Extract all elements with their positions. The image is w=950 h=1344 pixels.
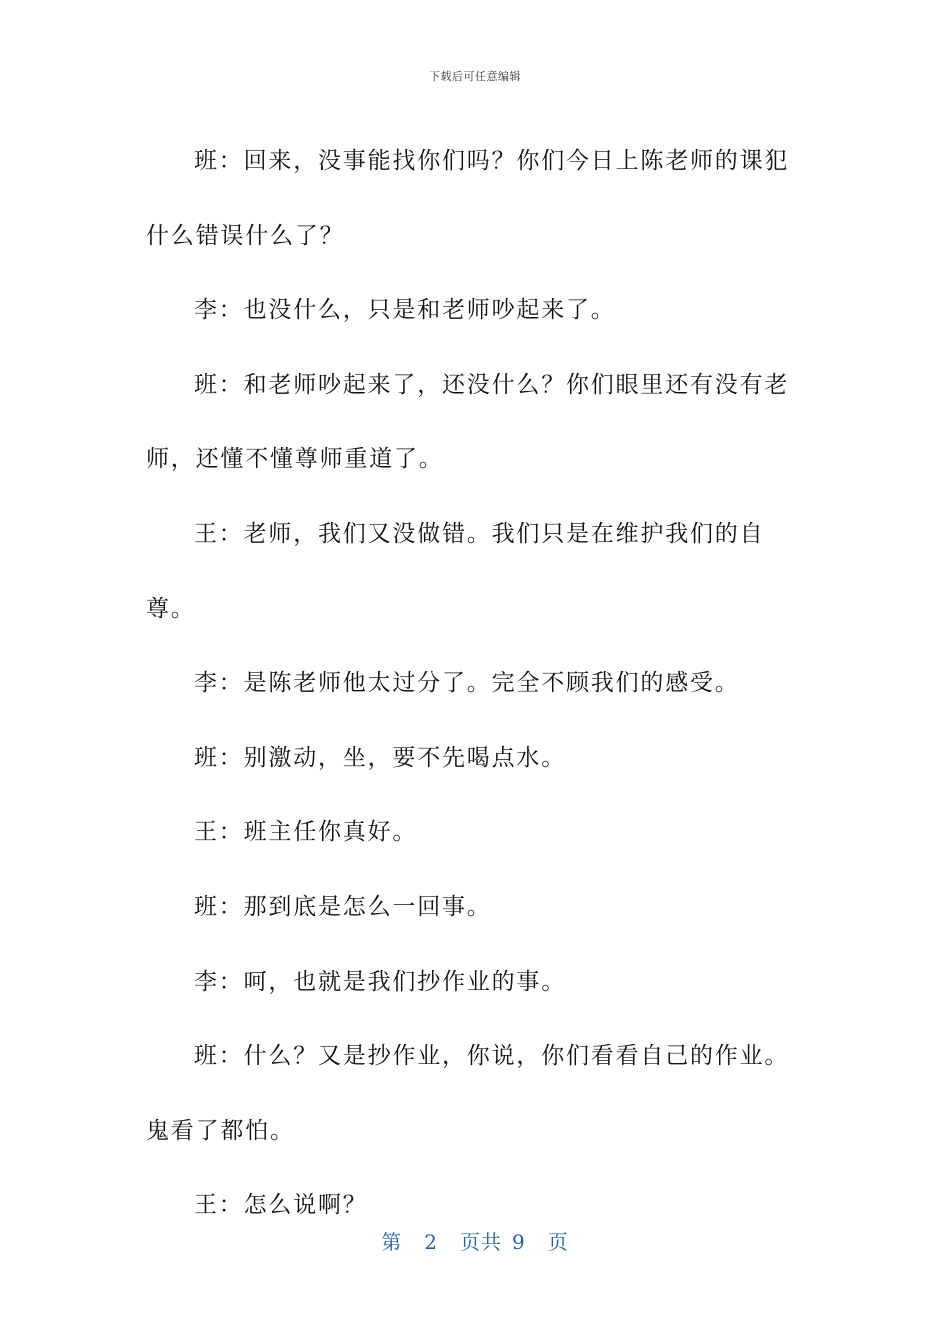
total-pages-number: 9	[512, 1230, 526, 1254]
dialogue-paragraph: 班：回来，没事能找你们吗？你们今日上陈老师的课犯什么错误什么了？	[146, 148, 790, 249]
page-number-footer	[0, 1226, 950, 1255]
page-label-mid: 页共	[460, 1230, 502, 1254]
current-page-number: 2	[424, 1230, 438, 1254]
page-label-prefix: 第	[381, 1230, 403, 1254]
dialogue-paragraph: 班：和老师吵起来了，还没什么？你们眼里还有没有老师，还懂不懂尊师重道了。	[146, 371, 790, 473]
dialogue-paragraph: 王：班主任你真好。	[194, 819, 418, 846]
dialogue-paragraph: 李：呵，也就是我们抄作业的事。	[194, 968, 566, 995]
dialogue-paragraph: 王：老师，我们又没做错。我们只是在维护我们的自尊。	[146, 520, 765, 622]
dialogue-paragraph: 班：那到底是怎么一回事。	[194, 893, 492, 920]
dialogue-paragraph: 王：怎么说啊？	[194, 1192, 368, 1219]
dialogue-paragraph: 李：也没什么，只是和老师吵起来了。	[194, 297, 616, 324]
dialogue-paragraph: 班：别激动，坐，要不先喝点水。	[194, 744, 566, 771]
dialogue-paragraph: 李：是陈老师他太过分了。完全不顾我们的感受。	[194, 670, 740, 697]
page-label-suffix: 页	[547, 1230, 569, 1254]
dialogue-paragraph: 班：什么？又是抄作业，你说，你们看看自己的作业。鬼看了都怕。	[146, 1043, 790, 1144]
header-note: 下载后可任意编辑	[429, 70, 521, 83]
document-body	[146, 124, 806, 1243]
